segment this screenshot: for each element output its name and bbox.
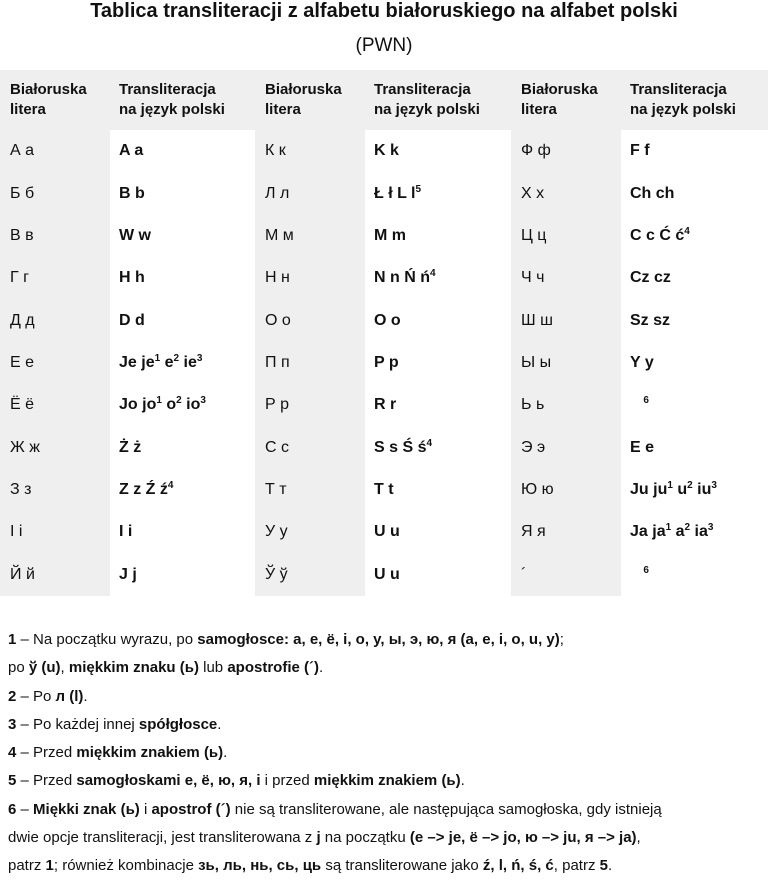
bold-text: apostrof (´): [151, 800, 231, 818]
transliteration-cell: [110, 427, 255, 469]
belarusian-letter-cell: Г г: [10, 269, 29, 287]
page-title: Tablica transliteracji z alfabetu białoruskiego na alfabet polski: [90, 0, 678, 22]
transliteration-cell: [110, 384, 255, 426]
belarusian-letter-cell: О о: [265, 311, 291, 329]
transliteration-cell: [621, 469, 768, 511]
transliteration-text: W w: [119, 226, 151, 244]
belarusian-letter-cell: Я я: [521, 523, 546, 541]
letter-column-header: Białoruska litera: [255, 70, 365, 130]
bold-text: (е –> je, ё –> jo, ю –> ju, я –> ja): [409, 829, 637, 847]
transliteration-cell: [365, 554, 511, 596]
transliteration-cell: [365, 427, 511, 469]
footnote-ref: 1: [667, 480, 673, 492]
transliteration-cell: [621, 511, 768, 553]
footnote-ref: 4: [167, 480, 174, 492]
belarusian-letter-cell: ´: [521, 565, 527, 583]
belarusian-letter-cell: І і: [10, 523, 23, 541]
bold-text: samogłosce: а, е, ё, і, о, у, ы, э, ю, я (a, e, i, o, u, y): [197, 631, 560, 648]
bold-text: apostrofie (´): [227, 659, 319, 677]
bold-text: 1: [45, 857, 54, 875]
footnote-ref: 2: [176, 395, 182, 407]
bold-text: 4: [8, 744, 17, 762]
belarusian-letter-cell: Д д: [10, 311, 35, 329]
footnote-line: 5 – Przed samogłoskami е, ё, ю, я, і i przed miękkim znakiem (ь).: [8, 772, 465, 790]
transliteration-text: J j: [119, 565, 137, 583]
footnote-line: po ў (u), miękkim znaku (ь) lub apostrofie (´).: [8, 659, 324, 677]
belarusian-letter-cell: С с: [265, 438, 289, 456]
footnote-ref: 3: [196, 352, 203, 364]
letter-column: [255, 70, 365, 596]
belarusian-letter-cell: Ц ц: [521, 226, 547, 244]
footnote-ref: 3: [711, 480, 717, 492]
letter-column-header: Białoruska litera: [511, 70, 621, 130]
transliteration-cell: [110, 554, 255, 596]
belarusian-letter-cell: Ж ж: [10, 438, 40, 456]
belarusian-letter-cell: Х х: [521, 184, 545, 202]
belarusian-letter-cell: Э э: [521, 438, 546, 456]
transliteration-column-header: Transliteracja na język polski: [110, 70, 255, 130]
belarusian-letter-cell: Ч ч: [521, 269, 545, 287]
transliteration-text: I i: [119, 523, 133, 541]
transliteration-text: F f: [630, 142, 650, 160]
transliteration-cell: [110, 215, 255, 257]
belarusian-letter-cell: К к: [265, 142, 286, 160]
transliteration-cell: [110, 511, 255, 553]
bold-text: 6: [8, 800, 17, 818]
transliteration-cell: [365, 342, 511, 384]
belarusian-letter-cell: Ф ф: [521, 142, 551, 160]
bold-text: miękkim znakiem (ь): [76, 744, 224, 762]
transliteration-text: U u: [374, 523, 400, 541]
page-subtitle: (PWN): [355, 35, 413, 56]
bold-text: 1: [8, 631, 17, 648]
bold-text: j: [316, 829, 321, 847]
bold-text: зь, ль, нь, сь, ць: [198, 857, 322, 875]
transliteration-cell: [621, 172, 768, 214]
transliteration-text: C c Ć $ć^4$: [630, 225, 690, 244]
transliteration-cell: [621, 299, 768, 341]
bold-text: ź, l, ń, ś, ć: [482, 857, 554, 875]
transliteration-text: A a: [119, 142, 144, 160]
transliteration-text: Sz sz: [630, 311, 671, 329]
transliteration-text: Ch ch: [630, 184, 675, 202]
belarusian-letter-cell: З з: [10, 481, 32, 499]
footnote-ref: 2: [684, 522, 691, 534]
transliteration-text: R r: [374, 396, 397, 414]
footnote-line: 6 – Miękki znak (ь) i apostrof (´) nie są transliterowane, ale następująca samogłoska, gdy istnieją: [8, 800, 662, 818]
transliteration-cell: [365, 257, 511, 299]
transliteration-text: Cz cz: [630, 269, 671, 287]
transliteration-cell: [621, 130, 768, 172]
transliteration-cell: [621, 342, 768, 384]
transliteration-text: T t: [374, 481, 394, 499]
footnote-line: 2 – Po л (l).: [8, 687, 88, 705]
belarusian-letter-cell: П п: [265, 353, 290, 371]
belarusian-letter-cell: Й й: [10, 565, 35, 583]
footnotes: [8, 626, 762, 881]
belarusian-letter-cell: М м: [265, 226, 294, 244]
transliteration-cell: [110, 257, 255, 299]
transliteration-cell: [110, 299, 255, 341]
belarusian-letter-cell: Ы ы: [521, 353, 552, 371]
transliteration-cell: [621, 384, 768, 426]
belarusian-letter-cell: Л л: [265, 184, 290, 202]
transliteration-text: E e: [630, 438, 655, 456]
transliteration-cell: [110, 469, 255, 511]
transliteration-text: P p: [374, 353, 399, 371]
belarusian-letter-cell: Ш ш: [521, 311, 553, 329]
footnote-ref: 1: [156, 395, 162, 407]
transliteration-cell: [621, 257, 768, 299]
transliteration-text: U u: [374, 565, 400, 583]
footnote-line: 3 – Po każdej innej spółgłosce.: [8, 715, 222, 733]
transliteration-cell: [110, 172, 255, 214]
transliteration-text: Ż ż: [119, 438, 142, 456]
footnote-line: 4 – Przed miękkim znakiem (ь).: [8, 744, 228, 762]
footnote-ref: 4: [684, 225, 690, 237]
footnote-line: dwie opcje transliteracji, jest transliterowana z j na początku (е –> je, ё –> jo, ю –> ju, я –> ja),: [8, 829, 641, 847]
footnote-line: patrz 1; również kombinacje зь, ль, нь, сь, ць są transliterowane jako ź, l, ń, ś, ć, patrz 5.: [8, 857, 613, 875]
transliteration-cell: [621, 215, 768, 257]
transliteration-column: [110, 70, 255, 596]
transliteration-cell: [365, 384, 511, 426]
transliteration-text: O o: [374, 311, 401, 329]
footnote-ref: 6: [643, 564, 649, 576]
letter-column: [511, 70, 621, 596]
transliteration-text: H h: [119, 269, 145, 287]
bold-text: л (l): [55, 687, 84, 705]
footnote-ref: 2: [173, 352, 180, 364]
belarusian-letter-cell: Т т: [265, 481, 287, 499]
transliteration-cell: [621, 427, 768, 469]
transliteration-text: B b: [119, 184, 145, 202]
belarusian-letter-cell: Ў ў: [265, 565, 288, 583]
bold-text: ў (u): [28, 659, 61, 677]
bold-text: miękkim znaku (ь): [68, 659, 199, 677]
bold-text: Miękki znak (ь): [33, 800, 140, 818]
transliteration-text: Y y: [630, 353, 654, 371]
transliteration-text: Ja $ja^1$ $a^2$ $ia^3$: [630, 522, 714, 541]
belarusian-letter-cell: А а: [10, 142, 35, 160]
transliteration-text: Z z Ź $ź^4$: [119, 480, 174, 499]
transliteration-cell: [365, 511, 511, 553]
belarusian-letter-cell: Н н: [265, 269, 290, 287]
belarusian-letter-cell: В в: [10, 226, 34, 244]
footnote-ref: 1: [154, 352, 161, 364]
footnote-ref: 4: [430, 268, 436, 280]
transliteration-column: [365, 70, 511, 596]
transliteration-column-header: Transliteracja na język polski: [365, 70, 511, 130]
transliteration-text: Ł ł L $l^5$: [374, 183, 422, 202]
transliteration-column: [621, 70, 768, 596]
belarusian-letter-cell: Ь ь: [521, 396, 545, 414]
transliteration-cell: [110, 130, 255, 172]
footnote-ref: 1: [665, 522, 672, 534]
transliteration-text: Jo $jo^1$ $o^2$ $io^3$: [119, 395, 206, 414]
transliteration-text: N n Ń $ń^4$: [374, 268, 436, 287]
transliteration-cell: [621, 554, 768, 596]
transliteration-cell: [365, 130, 511, 172]
footnote-ref: 2: [687, 480, 693, 492]
bold-text: 5: [599, 857, 608, 875]
transliteration-text: [630, 396, 649, 414]
footnote-ref: 3: [707, 522, 714, 534]
footnote-ref: 4: [426, 437, 433, 449]
transliteration-table: [0, 70, 768, 596]
bold-text: 2: [8, 687, 17, 705]
transliteration-text: [630, 566, 649, 584]
belarusian-letter-cell: Ю ю: [521, 481, 554, 499]
transliteration-text: D d: [119, 311, 145, 329]
transliteration-cell: [365, 172, 511, 214]
letter-column: [0, 70, 110, 596]
belarusian-letter-cell: У у: [265, 523, 288, 541]
letter-column-header: Białoruska litera: [0, 70, 110, 130]
transliteration-cell: [110, 342, 255, 384]
transliteration-text: M m: [374, 226, 406, 244]
footnote-ref: 6: [643, 395, 649, 407]
transliteration-text: K k: [374, 142, 399, 160]
transliteration-text: Ju $ju^1$ $u^2$ $iu^3$: [630, 480, 717, 499]
belarusian-letter-cell: Е е: [10, 353, 35, 371]
belarusian-letter-cell: Р р: [265, 396, 290, 414]
bold-text: 3: [8, 715, 17, 733]
bold-text: 5: [8, 772, 17, 790]
belarusian-letter-cell: Ё ё: [10, 396, 35, 414]
bold-text: spółgłosce: [138, 715, 218, 733]
bold-text: samogłoskami е, ё, ю, я, і: [76, 772, 261, 790]
belarusian-letter-cell: Б б: [10, 184, 35, 202]
transliteration-cell: [365, 299, 511, 341]
transliteration-cell: [365, 215, 511, 257]
transliteration-text: Je $je^1$ $e^2$ $ie^3$: [119, 352, 203, 371]
footnote-line: 1 – Na początku wyrazu, po samogłosce: а, е, ё, і, о, у, ы, э, ю, я (a, e, i, o, u, y);: [8, 631, 564, 648]
transliteration-cell: [365, 469, 511, 511]
transliteration-text: S s Ś $ś^4$: [374, 437, 433, 456]
transliteration-column-header: Transliteracja na język polski: [621, 70, 768, 130]
bold-text: miękkim znakiem (ь): [313, 772, 461, 790]
footnote-ref: 5: [415, 183, 422, 195]
footnote-ref: 3: [200, 395, 206, 407]
